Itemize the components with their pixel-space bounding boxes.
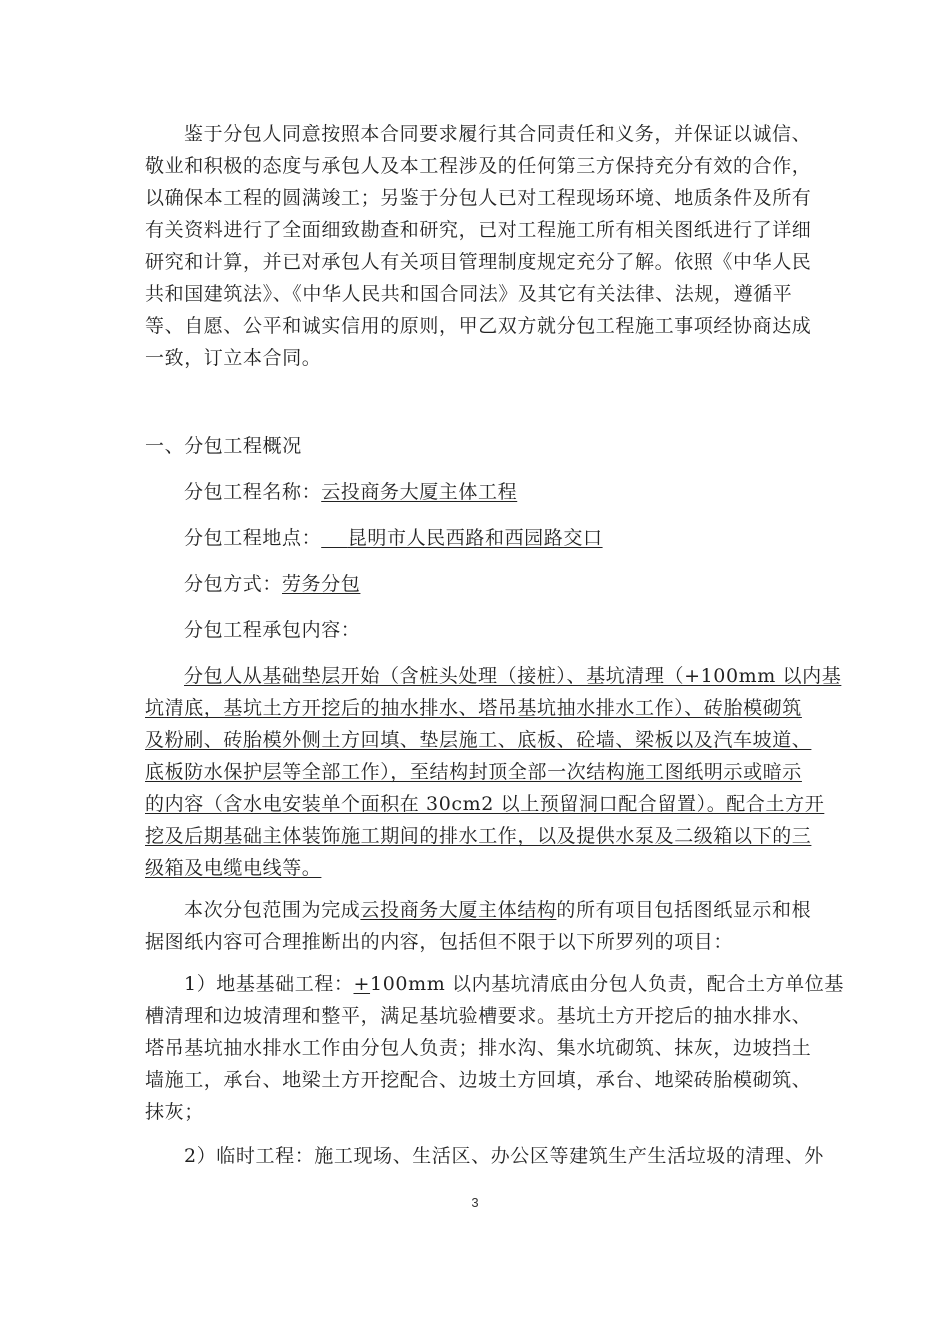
intro-line-3: 以确保本工程的圆满竣工；另鉴于分包人已对工程现场环境、地质条件及所有 — [145, 187, 812, 209]
content-line-1: 分包人从基础垫层开始（含桩头处理（接桩）、基坑清理（+100mm 以内基 — [184, 665, 842, 687]
item1-line-3: 塔吊基坑抽水排水工作由分包人负责；排水沟、集水坑砌筑、抹灰，边坡挡土 — [145, 1037, 812, 1059]
method-value: 劳务分包 — [282, 573, 361, 595]
intro-line-2: 敬业和积极的态度与承包人及本工程涉及的任何第三方保持充分有效的合作， — [145, 155, 812, 177]
section-heading: 一、分包工程概况 — [145, 435, 302, 457]
project-name-value: 云投商务大厦主体工程 — [321, 481, 518, 503]
method-row — [184, 572, 360, 596]
page-number: 3 — [471, 1195, 479, 1210]
item1-line-2: 槽清理和边坡清理和整平，满足基坑验槽要求。基坑土方开挖后的抽水排水、 — [145, 1005, 812, 1027]
project-location-value — [321, 527, 602, 549]
scope-prefix: 本次分包范围为完成 — [184, 899, 361, 921]
content-line-6: 挖及后期基础主体装饰施工期间的排水工作，以及提供水泵及二级箱以下的三 — [145, 825, 812, 847]
project-name-label: 分包工程名称： — [184, 481, 322, 503]
scope-project: 云投商务大厦主体结构 — [360, 899, 557, 921]
intro-line-8: 一致，订立本合同。 — [145, 347, 322, 369]
intro-line-6: 共和国建筑法》、《中华人民共和国合同法》及其它有关法律、法规，遵循平 — [145, 283, 793, 305]
item1-rest: 100mm 以内基坑清底由分包人负责，配合土方单位基 — [370, 973, 844, 995]
item1-line-4: 墙施工，承台、地梁土方开挖配合、边坡土方回填，承台、地梁砖胎模砌筑、 — [145, 1069, 812, 1091]
item2-line-1: 2）临时工程：施工现场、生活区、办公区等建筑生产生活垃圾的清理、外 — [184, 1145, 824, 1167]
content-line-2: 坑清底，基坑土方开挖后的抽水排水、塔吊基坑抽水排水工作）、砖胎模砌筑 — [145, 697, 802, 719]
project-location-text: 昆明市人民西路和西园路交口 — [347, 527, 603, 549]
intro-line-7: 等、自愿、公平和诚实信用的原则，甲乙双方就分包工程施工事项经协商达成 — [145, 315, 812, 337]
scope-line-1 — [184, 898, 811, 922]
item1-prefix: 1）地基基础工程： — [184, 973, 354, 995]
item1-line-1 — [184, 972, 844, 996]
content-line-5: 的内容（含水电安装单个面积在 30cm2 以上预留洞口配合留置）。配合土方开 — [145, 793, 825, 815]
project-name-row — [184, 480, 517, 504]
scope-line-2: 据图纸内容可合理推断出的内容，包括但不限于以下所罗列的项目： — [145, 931, 734, 953]
content-line-4: 底板防水保护层等全部工作），至结构封顶全部一次结构施工图纸明示或暗示 — [145, 761, 802, 783]
scope-suffix: 的所有项目包括图纸显示和根 — [556, 899, 812, 921]
method-label: 分包方式： — [184, 573, 283, 595]
intro-line-1: 鉴于分包人同意按照本合同要求履行其合同责任和义务，并保证以诚信、 — [184, 123, 812, 145]
content-line-7: 级箱及电缆电线等。 — [145, 857, 322, 879]
intro-line-5: 研究和计算，并已对承包人有关项目管理制度规定充分了解。依照《中华人民 — [145, 251, 812, 273]
item1-plus: + — [353, 973, 371, 995]
content-line-3: 及粉刷、砖胎模外侧土方回填、垫层施工、底板、砼墙、梁板以及汽车坡道、 — [145, 729, 812, 751]
intro-line-4: 有关资料进行了全面细致勘查和研究，已对工程施工所有相关图纸进行了详细 — [145, 219, 812, 241]
project-location-row — [184, 526, 603, 550]
project-location-label: 分包工程地点： — [184, 527, 322, 549]
content-label: 分包工程承包内容： — [184, 619, 361, 641]
item1-line-5: 抹灰； — [145, 1101, 204, 1123]
